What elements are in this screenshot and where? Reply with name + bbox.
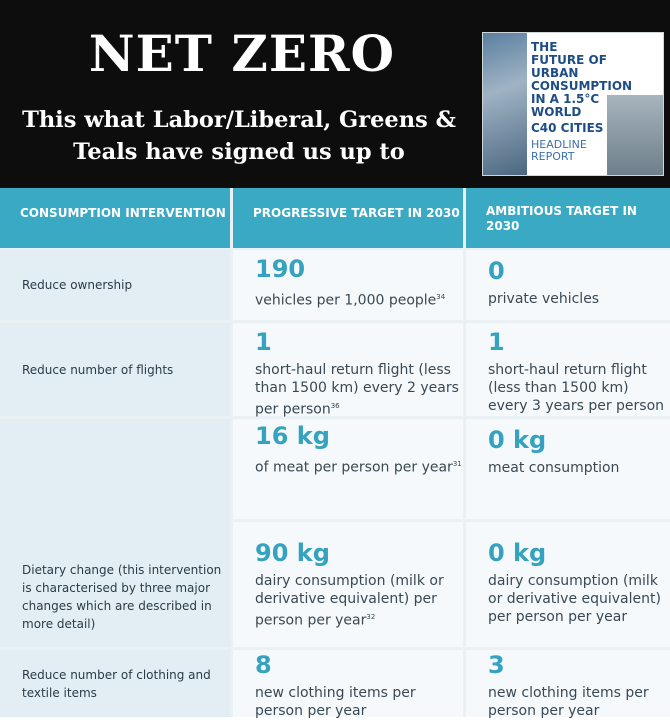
cover-title: THE FUTURE OF URBAN CONSUMPTION IN A 1.5°C WORLD — [531, 40, 633, 119]
value: 8 — [255, 651, 272, 679]
targets-table — [0, 188, 670, 717]
progressive-dairy — [233, 522, 463, 647]
value: 90 kg — [255, 539, 330, 567]
ambitious-dairy — [466, 522, 670, 647]
description: short-haul return flight (less than 1500 km) every 2 years per person$^{36}$ — [255, 362, 459, 418]
description: short-haul return flight (less than 1500 km) every 3 years per person — [488, 362, 665, 414]
description: dairy consumption (milk or derivative equivalent) per person per year$^{32}$ — [255, 573, 444, 629]
poster-header — [0, 0, 670, 188]
description: of meat per person per year$^{31}$ — [255, 459, 462, 476]
value: 190 — [255, 255, 306, 283]
ambitious-flights — [466, 323, 670, 416]
subline: This what Labor/Liberal, Greens & Teals have signed us up to — [22, 107, 456, 165]
value: 0 kg — [488, 539, 547, 567]
headline: NET ZERO — [88, 24, 396, 83]
ambitious-meat — [466, 419, 670, 519]
progressive-flights — [233, 323, 463, 416]
value: 16 kg — [255, 422, 330, 450]
progressive-clothing — [233, 650, 463, 717]
value: 3 — [488, 651, 505, 679]
progressive-meat — [233, 419, 463, 519]
value: 1 — [488, 328, 505, 356]
row-label-ownership: Reduce ownership — [0, 250, 230, 320]
header-ambitious: AMBITIOUS TARGET IN 2030 — [466, 188, 670, 248]
value: 0 — [488, 257, 505, 285]
cover-report-type: HEADLINE REPORT — [531, 138, 587, 163]
value: 1 — [255, 328, 272, 356]
description: vehicles per 1,000 people$^{34}$ — [255, 292, 446, 309]
description: new clothing items per person per year — [255, 685, 416, 719]
cover-org: C40 CITIES — [531, 121, 604, 135]
header-progressive: PROGRESSIVE TARGET IN 2030 — [233, 188, 463, 248]
row-label-clothing: Reduce number of clothing and textile items — [0, 650, 230, 717]
description: meat consumption — [488, 460, 620, 476]
description: new clothing items per person per year — [488, 685, 649, 719]
report-cover — [482, 32, 664, 176]
ambitious-ownership — [466, 250, 670, 320]
description: private vehicles — [488, 291, 600, 307]
container-photo — [607, 95, 663, 175]
ambitious-clothing — [466, 650, 670, 717]
row-label-diet: Dietary change (this intervention is characterised by three major changes which are described in more detail) — [0, 419, 230, 647]
cover-photo — [483, 33, 527, 175]
row-label-flights: Reduce number of flights — [0, 323, 230, 416]
progressive-ownership — [233, 250, 463, 320]
header-intervention: CONSUMPTION INTERVENTION — [0, 188, 230, 248]
description: dairy consumption (milk or derivative equivalent) per person per year — [488, 573, 661, 625]
value: 0 kg — [488, 426, 547, 454]
